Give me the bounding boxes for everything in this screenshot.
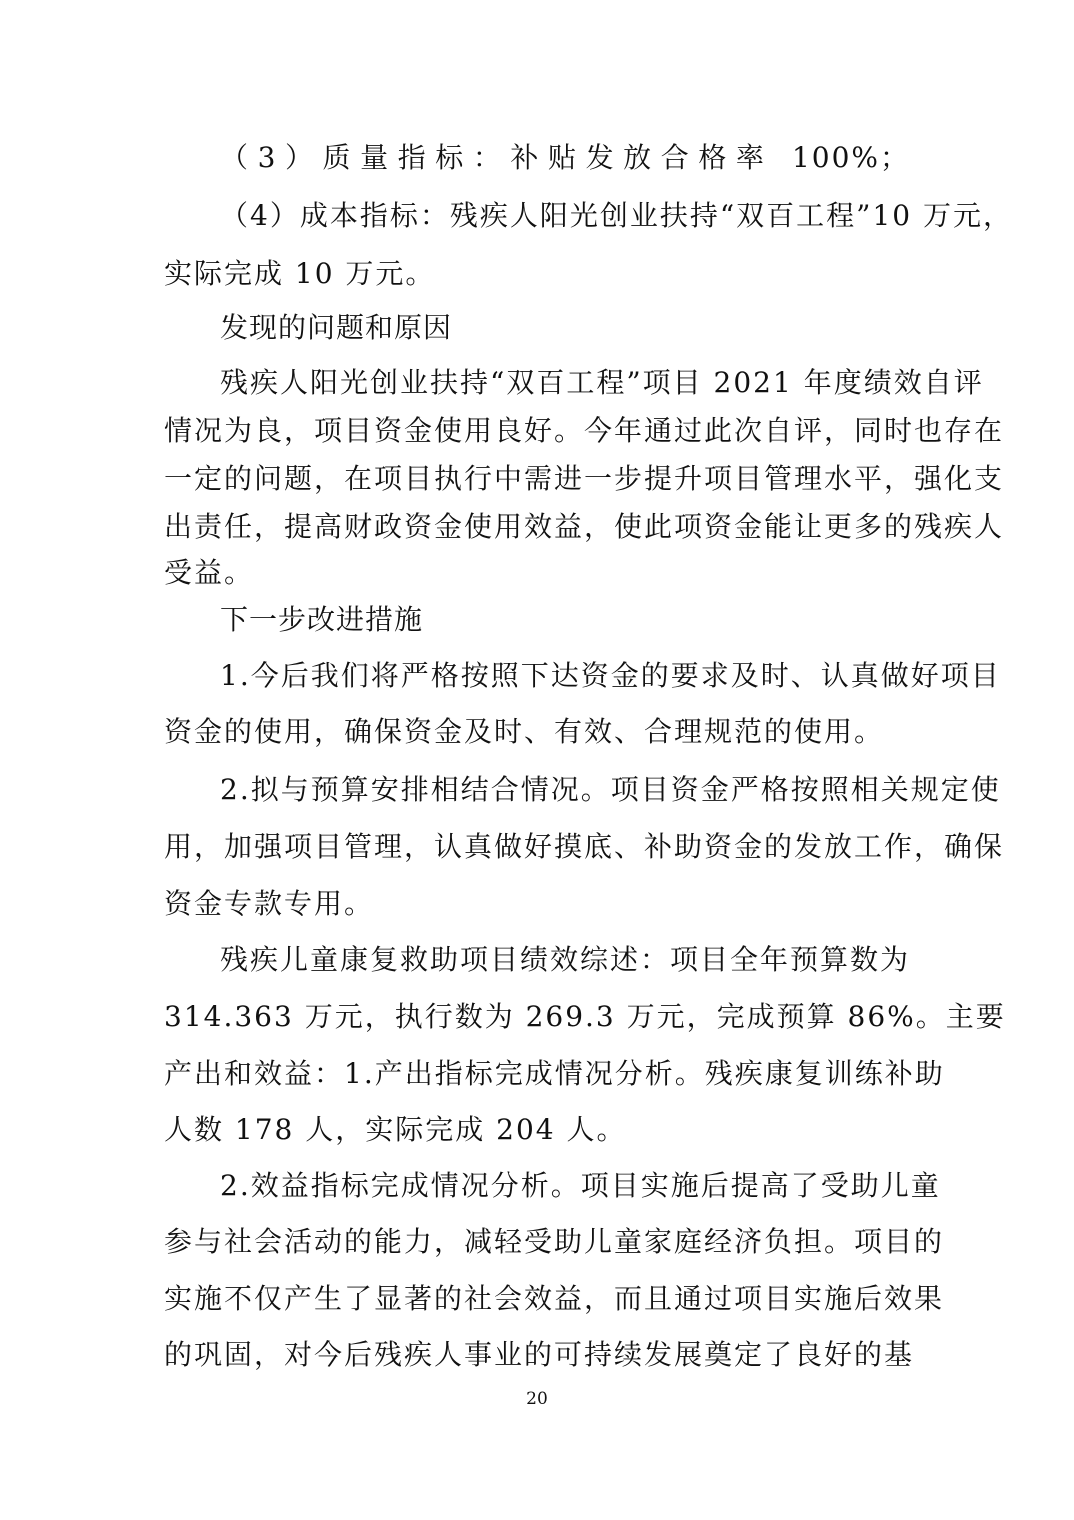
improvement-2-line-3: 资金专款专用。 <box>164 887 375 920</box>
improvement-1-line-1: 1.今后我们将严格按照下达资金的要求及时、认真做好项目 <box>220 659 1001 692</box>
improvement-2-line-2: 用，加强项目管理，认真做好摸底、补助资金的发放工作，确保 <box>164 830 1005 863</box>
child-rehab-summary-line-2: 314.363 万元，执行数为 269.3 万元，完成预算 86%。主要 <box>164 1000 1006 1033</box>
child-rehab-summary-line-1: 残疾儿童康复救助项目绩效综述：项目全年预算数为 <box>220 943 911 976</box>
child-rehab-benefit-line-2: 参与社会活动的能力，减轻受助儿童家庭经济负担。项目的 <box>164 1225 945 1258</box>
problems-line-3: 一定的问题，在项目执行中需进一步提升项目管理水平，强化支 <box>164 462 1005 495</box>
page-number: 20 <box>526 1389 548 1409</box>
problems-line-5: 受益。 <box>164 556 255 589</box>
child-rehab-benefit-line-1: 2.效益指标完成情况分析。项目实施后提高了受助儿童 <box>220 1169 941 1202</box>
problems-heading: 发现的问题和原因 <box>220 311 453 344</box>
problems-line-1: 残疾人阳光创业扶持“双百工程”项目 2021 年度绩效自评 <box>220 366 984 399</box>
cost-indicator-line-2: 实际完成 10 万元。 <box>164 257 436 290</box>
improvements-heading: 下一步改进措施 <box>220 603 424 636</box>
cost-indicator-line-1: （4）成本指标：残疾人阳光创业扶持“双百工程”10 万元， <box>220 199 1013 232</box>
problems-line-2: 情况为良，项目资金使用良好。今年通过此次自评，同时也存在 <box>164 414 1005 447</box>
problems-line-4: 出责任，提高财政资金使用效益，使此项资金能让更多的残疾人 <box>164 510 1005 543</box>
improvement-2-line-1: 2.拟与预算安排相结合情况。项目资金严格按照相关规定使 <box>220 773 1001 806</box>
child-rehab-benefit-line-3: 实施不仅产生了显著的社会效益，而且通过项目实施后效果 <box>164 1282 945 1315</box>
child-rehab-benefit-line-4: 的巩固，对今后残疾人事业的可持续发展奠定了良好的基 <box>164 1338 915 1371</box>
child-rehab-summary-line-3: 产出和效益：1.产出指标完成情况分析。残疾康复训练补助 <box>164 1057 945 1090</box>
improvement-1-line-2: 资金的使用，确保资金及时、有效、合理规范的使用。 <box>164 715 885 748</box>
child-rehab-summary-line-4: 人数 178 人，实际完成 204 人。 <box>164 1113 627 1146</box>
quality-indicator-line: （3）质量指标：补贴发放合格率 100%； <box>220 141 910 174</box>
